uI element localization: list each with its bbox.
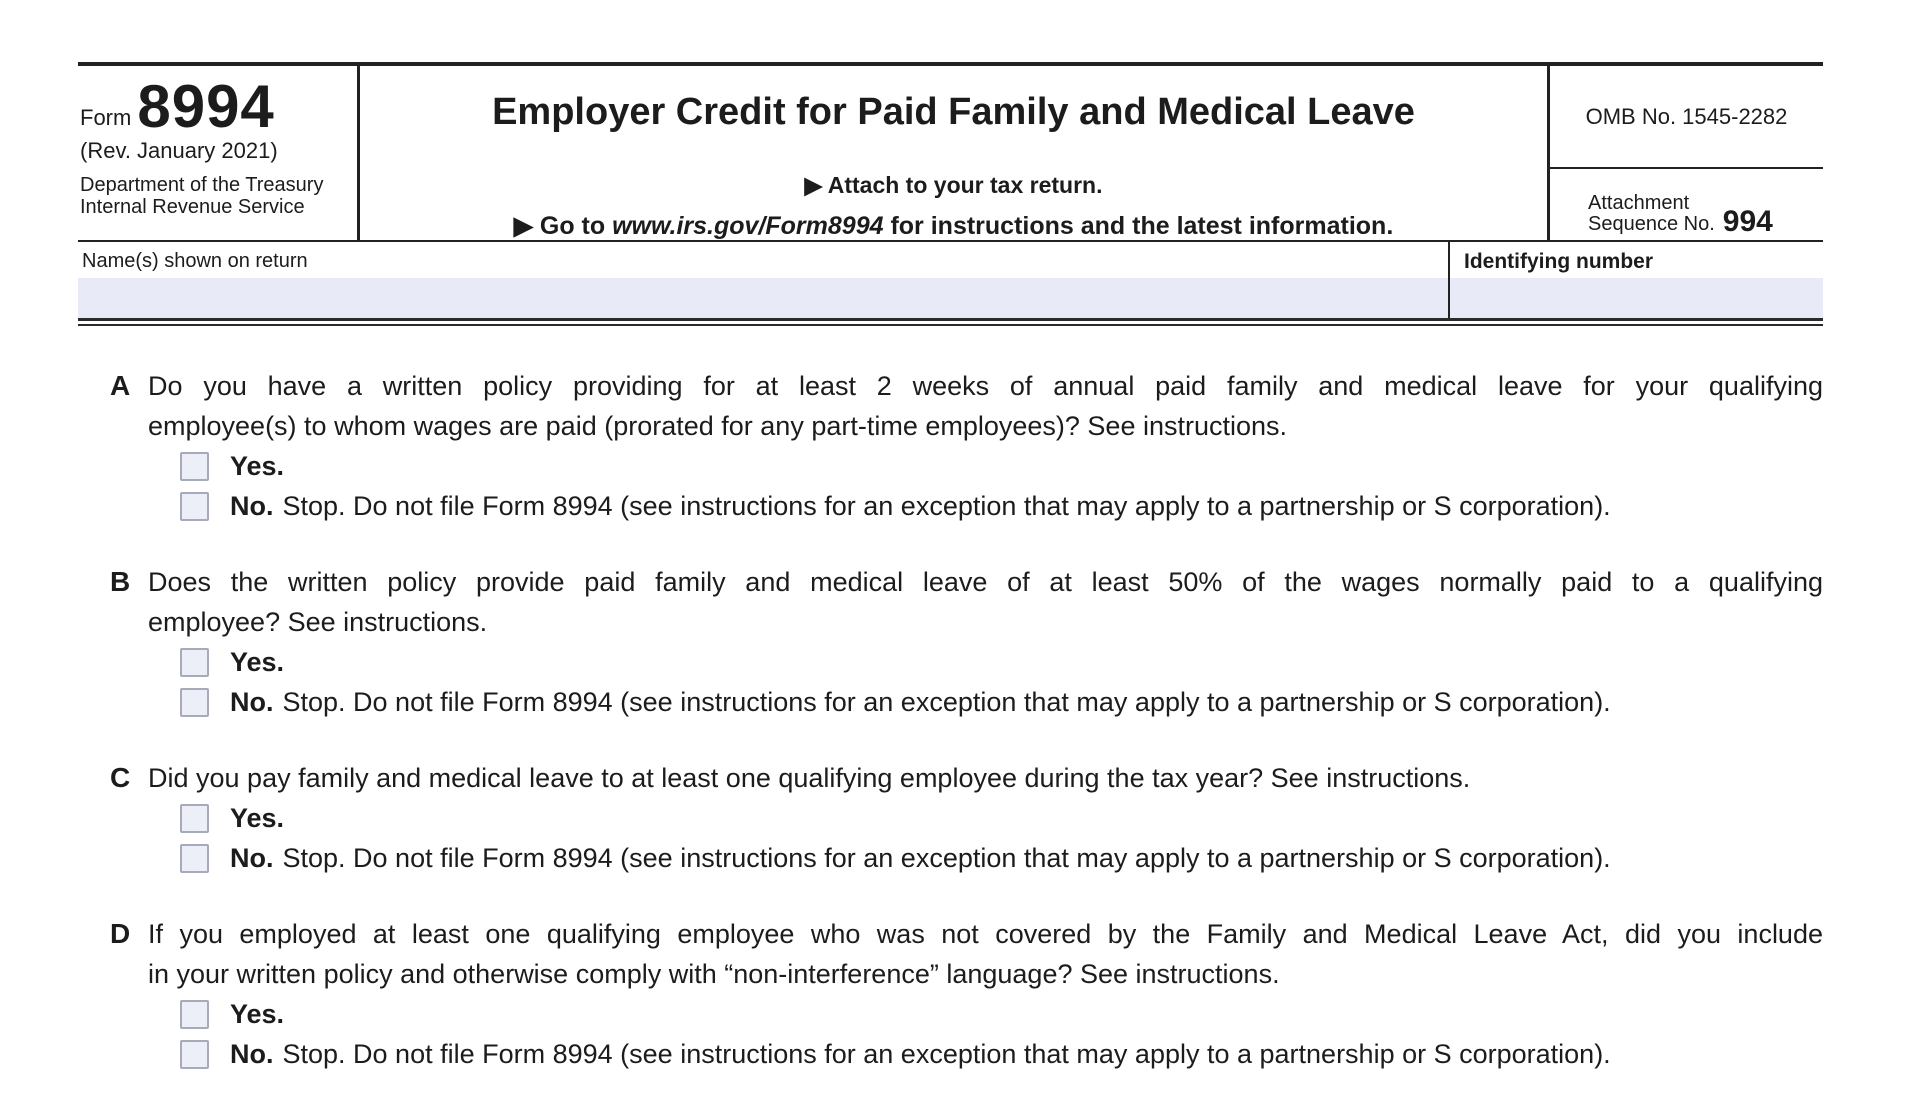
question-d-line2: in your written policy and otherwise comply with “non-interference” language? See instructions. [148, 959, 1280, 989]
question-d-no-row [148, 1034, 1823, 1074]
goto-suffix: for instructions and the latest information. [890, 212, 1394, 240]
goto-instruction [360, 211, 1547, 241]
identity-row [78, 242, 1823, 318]
form-number: 8994 [137, 73, 275, 140]
question-d-no-checkbox[interactable] [180, 1040, 209, 1069]
question-c-no-checkbox[interactable] [180, 844, 209, 873]
question-a [78, 366, 1823, 526]
form8994-url-link[interactable]: www.irs.gov/Form8994 [612, 212, 884, 240]
attach-instruction: ▶ Attach to your tax return. [804, 172, 1103, 198]
question-c-letter: C [110, 762, 131, 793]
question-b-yes-row [148, 642, 1823, 682]
attachment-number: 994 [1722, 205, 1773, 238]
question-b-no-text: Stop. Do not file Form 8994 (see instructions for an exception that may apply to a partnership or S corporation). [282, 686, 1611, 717]
identifying-number-cell [1450, 242, 1823, 318]
question-d-yes-checkbox[interactable] [180, 1000, 209, 1029]
question-a-yes-label: Yes. [230, 450, 285, 481]
attachment-labels [1588, 193, 1715, 235]
question-b-no-label: No. [230, 686, 274, 717]
question-c-yes-row [148, 798, 1823, 838]
question-b [78, 562, 1823, 722]
question-a-no-checkbox[interactable] [180, 492, 209, 521]
form-8994 [78, 62, 1823, 1110]
question-a-no-text: Stop. Do not file Form 8994 (see instructions for an exception that may apply to a partnership or S corporation). [282, 490, 1611, 521]
name-input[interactable] [78, 278, 1448, 318]
question-c-yes-checkbox[interactable] [180, 804, 209, 833]
agency-line-1: Department of the Treasury [80, 174, 324, 196]
name-label: Name(s) shown on return [82, 250, 308, 272]
question-a-yes-checkbox[interactable] [180, 452, 209, 481]
question-b-line1: Does the written policy provide paid family and medical leave of at least 50% of the wages normally paid to a qualifying [148, 567, 1823, 597]
agency-lines [80, 174, 351, 218]
omb-block [1547, 66, 1823, 240]
question-c-no-label: No. [230, 842, 274, 873]
question-a-line2: employee(s) to whom wages are paid (prorated for any part-time employees)? See instructions. [148, 411, 1288, 441]
question-c-yes-label: Yes. [230, 802, 285, 833]
attachment-label-1: Attachment [1588, 192, 1690, 214]
question-d-letter: D [110, 918, 131, 949]
question-a-no-label: No. [230, 490, 274, 521]
attachment-label-2: Sequence No. [1588, 213, 1715, 235]
title-block [360, 66, 1547, 240]
question-d-line1: If you employed at least one qualifying employee who was not covered by the Family and Medical Leave Act, did you include [148, 919, 1823, 949]
question-b-yes-checkbox[interactable] [180, 648, 209, 677]
form-title: Employer Credit for Paid Family and Medical Leave [492, 91, 1415, 133]
omb-number: OMB No. 1545-2282 [1550, 66, 1823, 169]
question-c-no-row [148, 838, 1823, 878]
question-b-yes-label: Yes. [230, 646, 285, 677]
identifying-number-input[interactable] [1450, 278, 1823, 318]
question-c-no-text: Stop. Do not file Form 8994 (see instructions for an exception that may apply to a partnership or S corporation). [282, 842, 1611, 873]
question-d-no-label: No. [230, 1038, 274, 1069]
form-id-block [78, 66, 360, 240]
question-a-yes-row [148, 446, 1823, 486]
question-c [78, 758, 1823, 878]
form-header [78, 62, 1823, 242]
attachment-sequence [1550, 169, 1823, 238]
question-b-no-row [148, 682, 1823, 722]
question-b-letter: B [110, 566, 131, 597]
question-d-yes-row [148, 994, 1823, 1034]
question-b-no-checkbox[interactable] [180, 688, 209, 717]
question-d-no-text: Stop. Do not file Form 8994 (see instructions for an exception that may apply to a partnership or S corporation). [282, 1038, 1611, 1069]
question-c-line1: Did you pay family and medical leave to at least one qualifying employee during the tax year? See instructions. [148, 763, 1471, 793]
goto-prefix: ▶ Go to [513, 212, 606, 240]
question-a-line1: Do you have a written policy providing for at least 2 weeks of annual paid family and medical leave for your qualifying [148, 371, 1823, 401]
section-divider [78, 318, 1823, 326]
name-cell [78, 242, 1450, 318]
agency-line-2: Internal Revenue Service [80, 196, 305, 218]
form-revision: (Rev. January 2021) [80, 138, 278, 163]
question-b-line2: employee? See instructions. [148, 607, 488, 637]
question-a-letter: A [110, 370, 131, 401]
identifying-number-label: Identifying number [1464, 250, 1653, 273]
form-word: Form [80, 105, 132, 130]
questions-area [78, 326, 1823, 1074]
question-d-yes-label: Yes. [230, 998, 285, 1029]
question-d [78, 914, 1823, 1074]
question-a-no-row [148, 486, 1823, 526]
